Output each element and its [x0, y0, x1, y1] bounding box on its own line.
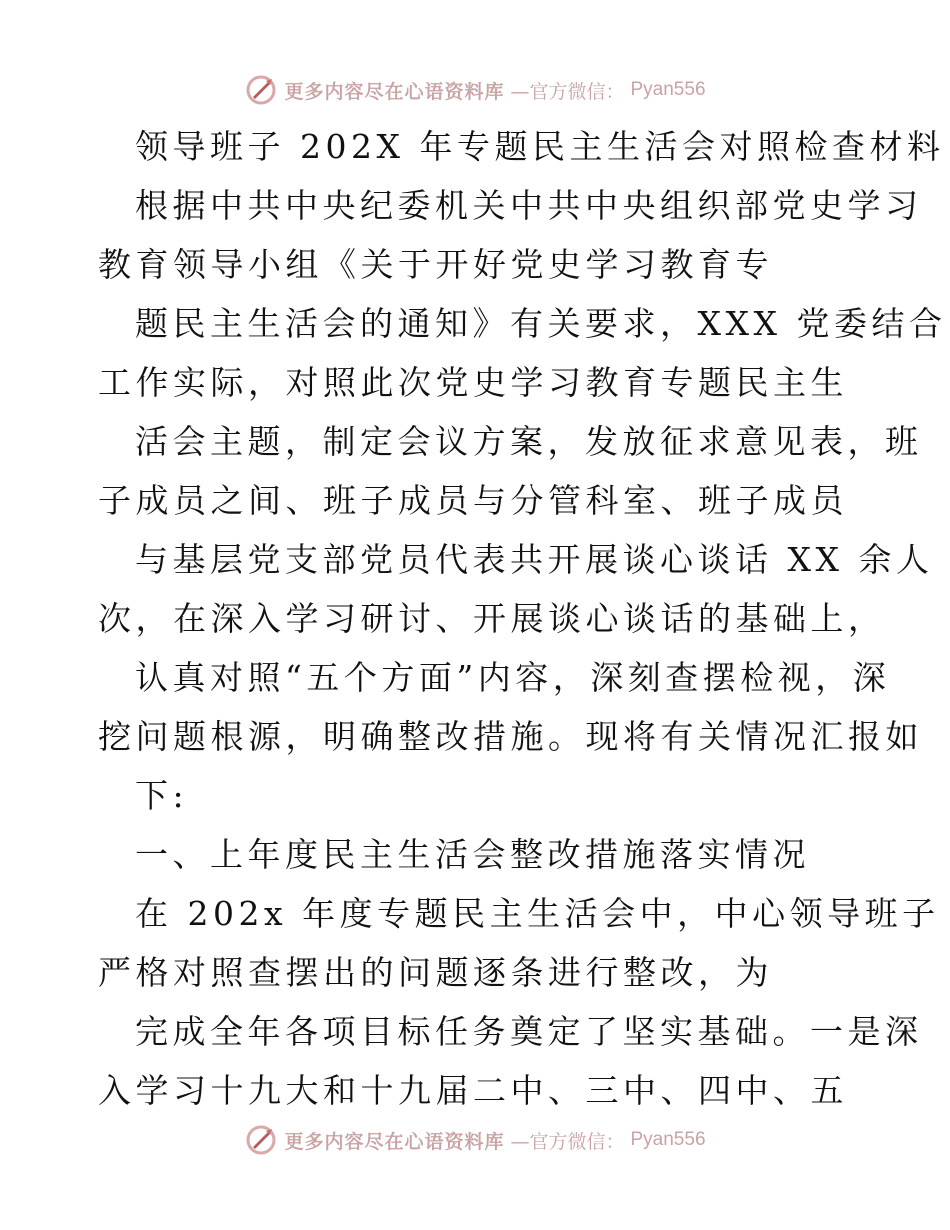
section-heading: 一、上年度民主生活会整改措施落实情况: [135, 835, 810, 874]
paragraph-line: 入学习十九大和十九届二中、三中、四中、五: [98, 1071, 848, 1110]
paragraph-line: 次，在深入学习研讨、开展谈心谈话的基础上，: [98, 599, 886, 638]
document-title: 领导班子 202X 年专题民主生活会对照检查材料: [135, 127, 945, 166]
paragraph-line: 题民主生活会的通知》有关要求，XXX 党委结合: [135, 304, 947, 343]
paragraph-line: 在 202x 年度专题民主生活会中，中心领导班子: [135, 894, 940, 933]
watermark-header: [0, 70, 950, 110]
watermark-text: 更多内容尽在心语资料库: [284, 80, 505, 103]
paragraph-line: 完成全年各项目标任务奠定了坚实基础。一是深: [135, 1012, 923, 1051]
paragraph-line: 教育领导小组《关于开好党史学习教育专: [98, 245, 773, 284]
paragraph-line: 子成员之间、班子成员与分管科室、班子成员: [98, 481, 848, 520]
watermark-wechat-id: Pyan556: [630, 79, 706, 100]
paragraph-line: 工作实际，对照此次党史学习教育专题民主生: [98, 363, 848, 402]
watermark-wechat-id: Pyan556: [630, 1129, 706, 1150]
paragraph-line: 下:: [135, 776, 189, 815]
paragraph-line: 活会主题，制定会议方案，发放征求意见表，班: [135, 422, 923, 461]
watermark-text: 更多内容尽在心语资料库: [284, 1130, 505, 1153]
watermark-separator: —官方微信：: [510, 1130, 625, 1153]
paragraph-line: 严格对照查摆出的问题逐条进行整改，为: [98, 953, 773, 992]
watermark-separator: —官方微信：: [510, 80, 625, 103]
paragraph-line: 与基层党支部党员代表共开展谈心谈话 XX 余人: [135, 540, 934, 579]
quill-logo-icon: [244, 1123, 278, 1157]
paragraph-line: 挖问题根源，明确整改措施。现将有关情况汇报如: [98, 717, 923, 756]
paragraph-line: 认真对照“五个方面”内容，深刻查摆检视，深: [135, 658, 891, 697]
watermark-footer: [0, 1120, 950, 1160]
quill-logo-icon: [244, 73, 278, 107]
paragraph-line: 根据中共中央纪委机关中共中央组织部党史学习: [135, 186, 923, 225]
